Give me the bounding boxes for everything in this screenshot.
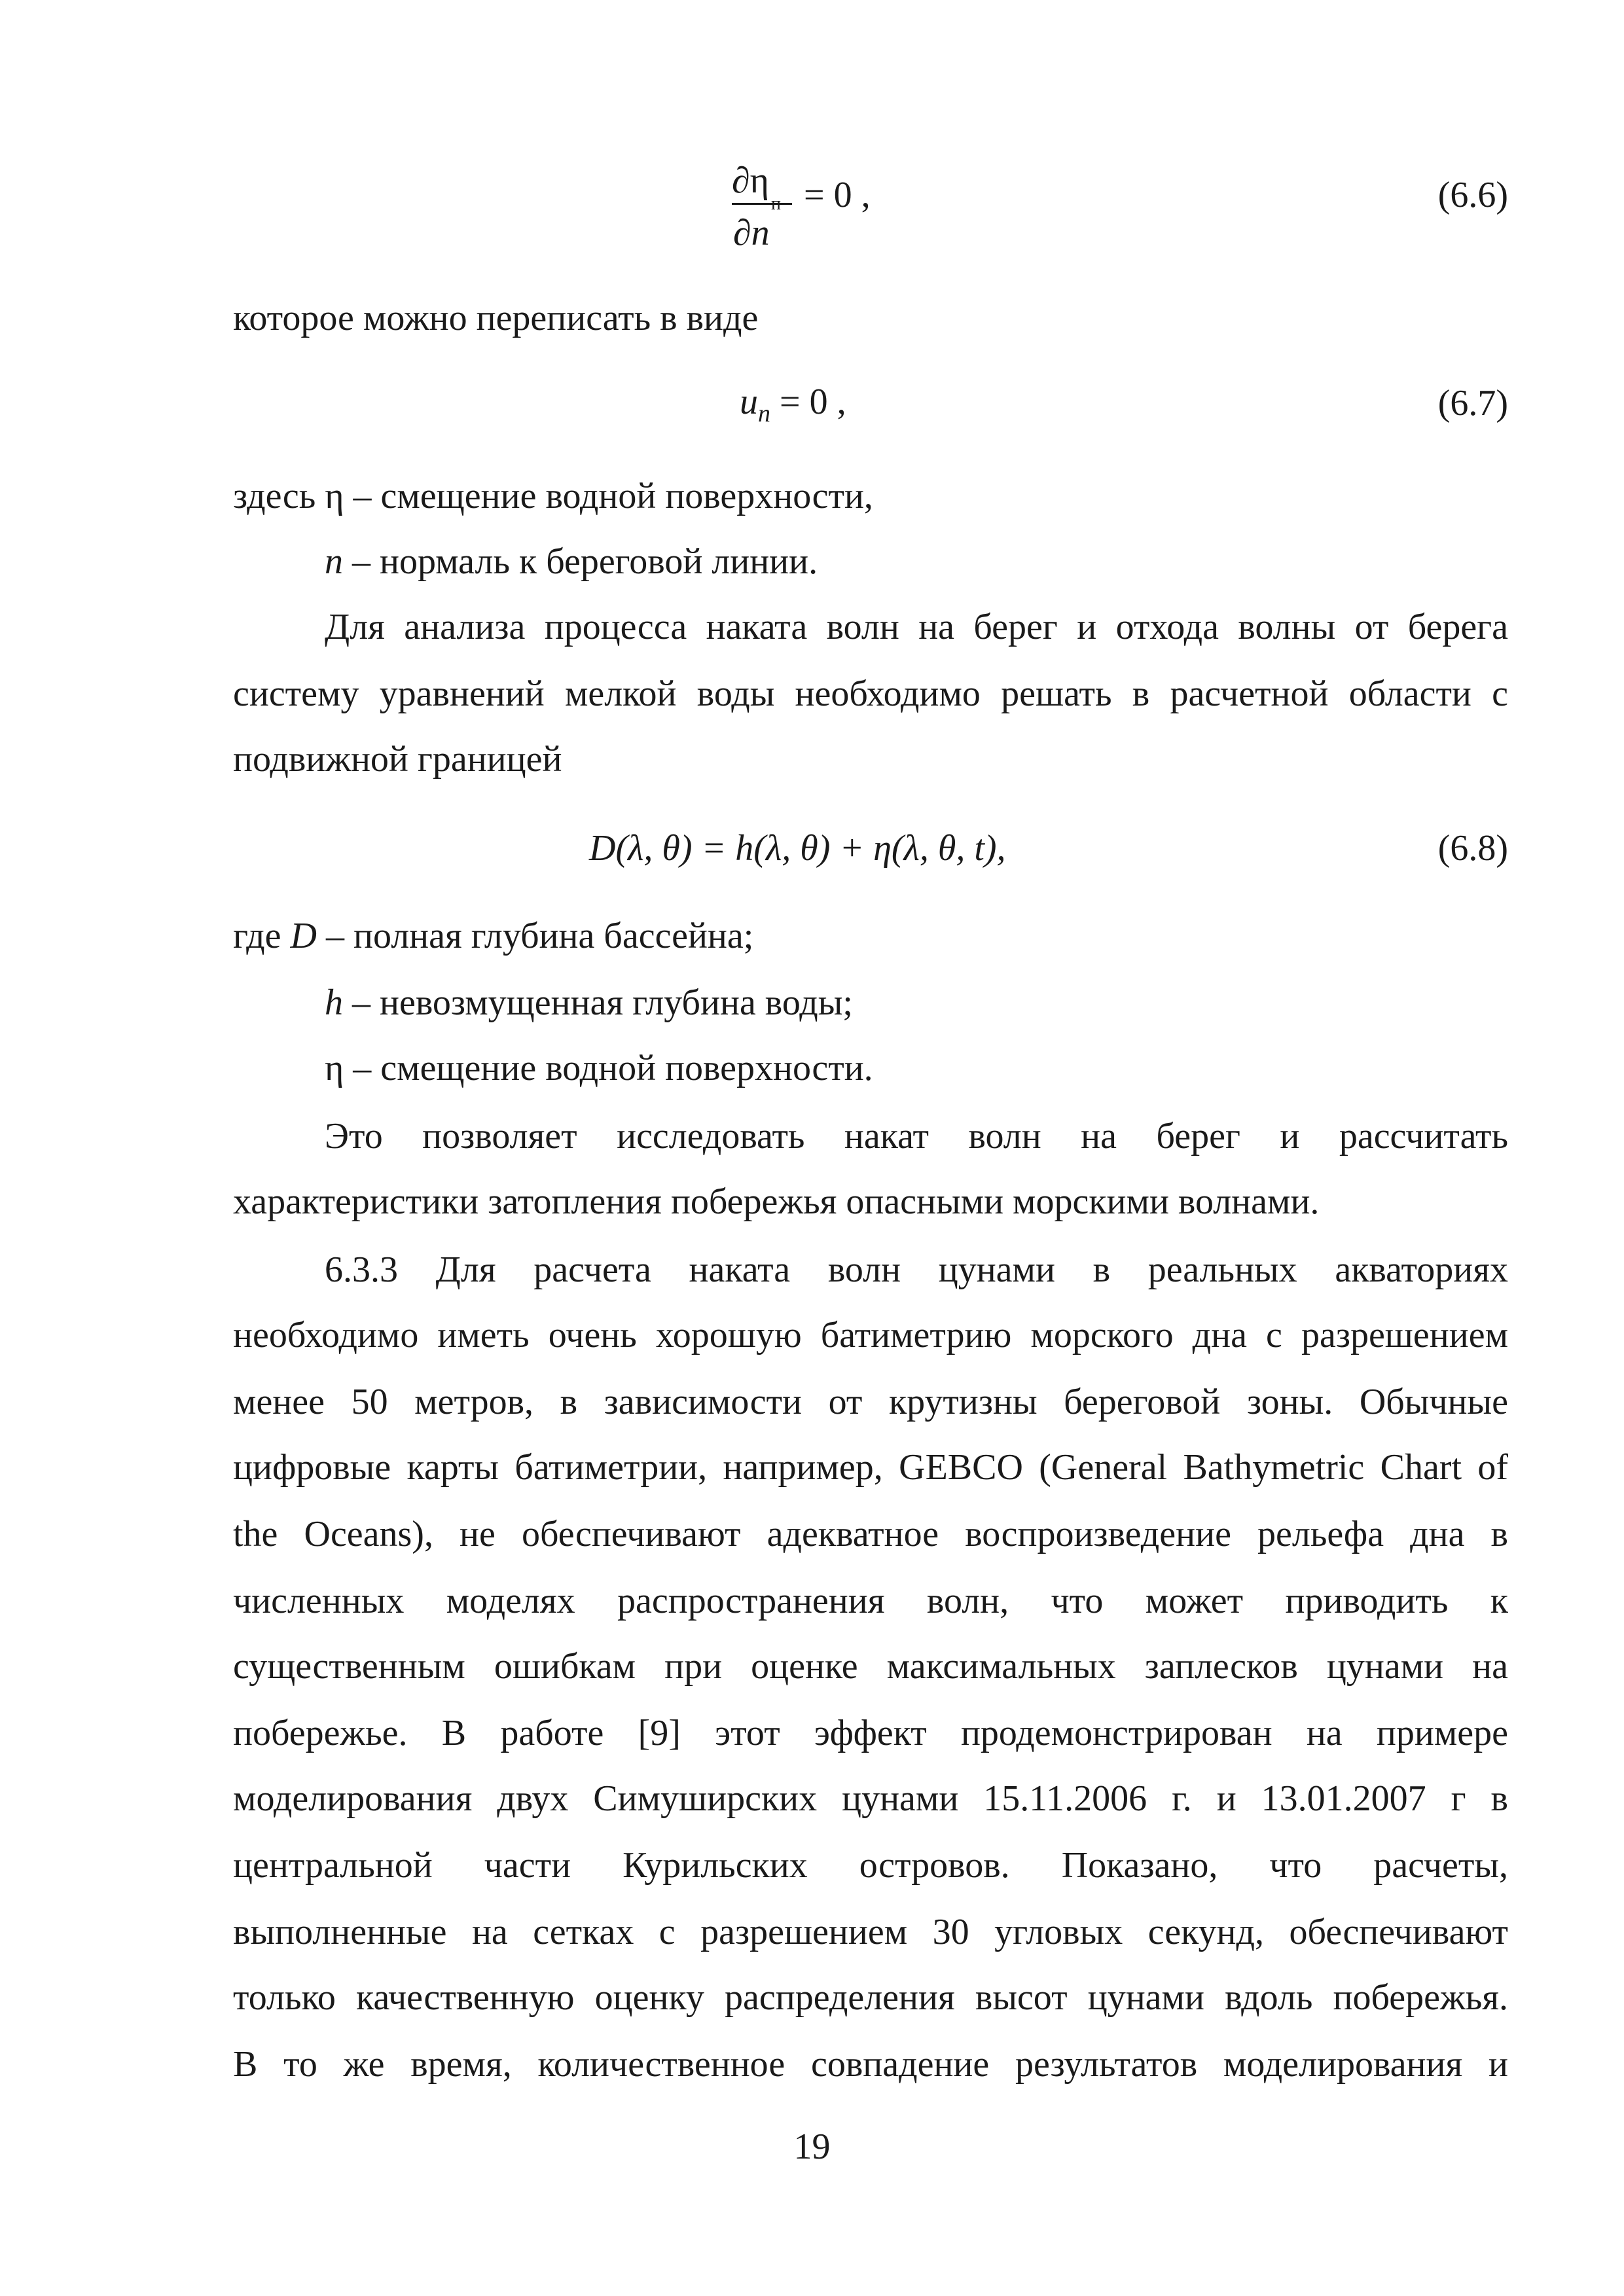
paragraph-line: подвижной границей: [233, 739, 562, 780]
eq-6-6-denominator: ∂n: [733, 213, 770, 253]
eq-6-6-numerator: ∂η: [732, 160, 769, 201]
paragraph-line: 6.3.3 Для расчета наката волн цунами в реальных акваториях: [325, 1249, 1508, 1290]
paragraph-line: выполненные на сетках с разрешением 30 угловых секунд, обеспечивают: [233, 1912, 1508, 1952]
paragraph-line: систему уравнений мелкой воды необходимо решать в расчетной области с: [233, 673, 1508, 714]
equation-6-7: [740, 384, 846, 426]
paragraph-line: существенным ошибкам при оценке максимальных заплесков цунами на: [233, 1646, 1508, 1687]
text-line: η – смещение водной поверхности.: [325, 1048, 873, 1088]
paragraph-line: Для анализа процесса наката волн на берег и отхода волны от берега: [325, 607, 1508, 647]
text-line: которое можно переписать в виде: [233, 298, 759, 338]
paragraph-line: центральной части Курильских островов. Показано, что расчеты,: [233, 1845, 1508, 1886]
paragraph-line: менее 50 метров, в зависимости от крутизны береговой зоны. Обычные: [233, 1382, 1508, 1422]
paragraph-line: характеристики затопления побережья опасными морскими волнами.: [233, 1181, 1320, 1222]
eq-6-7-sub: n: [758, 400, 770, 428]
paragraph-line: В то же время, количественное совпадение результатов моделирования и: [233, 2044, 1508, 2085]
paragraph-line: побережье. В работе [9] этот эффект продемонстрирован на примере: [233, 1713, 1508, 1753]
paragraph-line: Это позволяет исследовать накат волн на берег и рассчитать: [325, 1116, 1508, 1157]
text-line: здесь η – смещение водной поверхности,: [233, 476, 873, 516]
equation-number-6-7: (6.7): [1437, 383, 1508, 423]
equation-number-6-8: (6.8): [1437, 828, 1508, 869]
eq-6-7-var: u: [740, 382, 758, 422]
paragraph-line: цифровые карты батиметрии, например, GEBCO (General Bathymetric Chart of: [233, 1447, 1508, 1488]
text-line: где D – полная глубина бассейна;: [233, 916, 754, 956]
fraction-bar: [732, 203, 792, 205]
paragraph-line: только качественную оценку распределения высот цунами вдоль побережья.: [233, 1977, 1508, 2018]
text-line: n – нормаль к береговой линии.: [325, 541, 818, 582]
equation-6-8: D(λ, θ) = h(λ, θ) + η(λ, θ, t),: [589, 828, 1006, 869]
equation-number-6-6: (6.6): [1437, 175, 1508, 215]
eq-6-6-rhs: = 0 ,: [804, 175, 871, 215]
paragraph-line: необходимо иметь очень хорошую батиметрию морского дна с разрешением: [233, 1315, 1508, 1355]
paragraph-line: моделирования двух Симуширских цунами 15.11.2006 г. и 13.01.2007 г в: [233, 1778, 1508, 1819]
paragraph-line: the Oceans), не обеспечивают адекватное воспроизведение рельефа дна в: [233, 1514, 1508, 1554]
paragraph-line: численных моделях распространения волн, что может приводить к: [233, 1581, 1508, 1621]
eq-6-7-rhs: = 0 ,: [770, 382, 846, 422]
text-line: h – невозмущенная глубина воды;: [325, 982, 853, 1023]
page-number: 19: [793, 2126, 831, 2167]
